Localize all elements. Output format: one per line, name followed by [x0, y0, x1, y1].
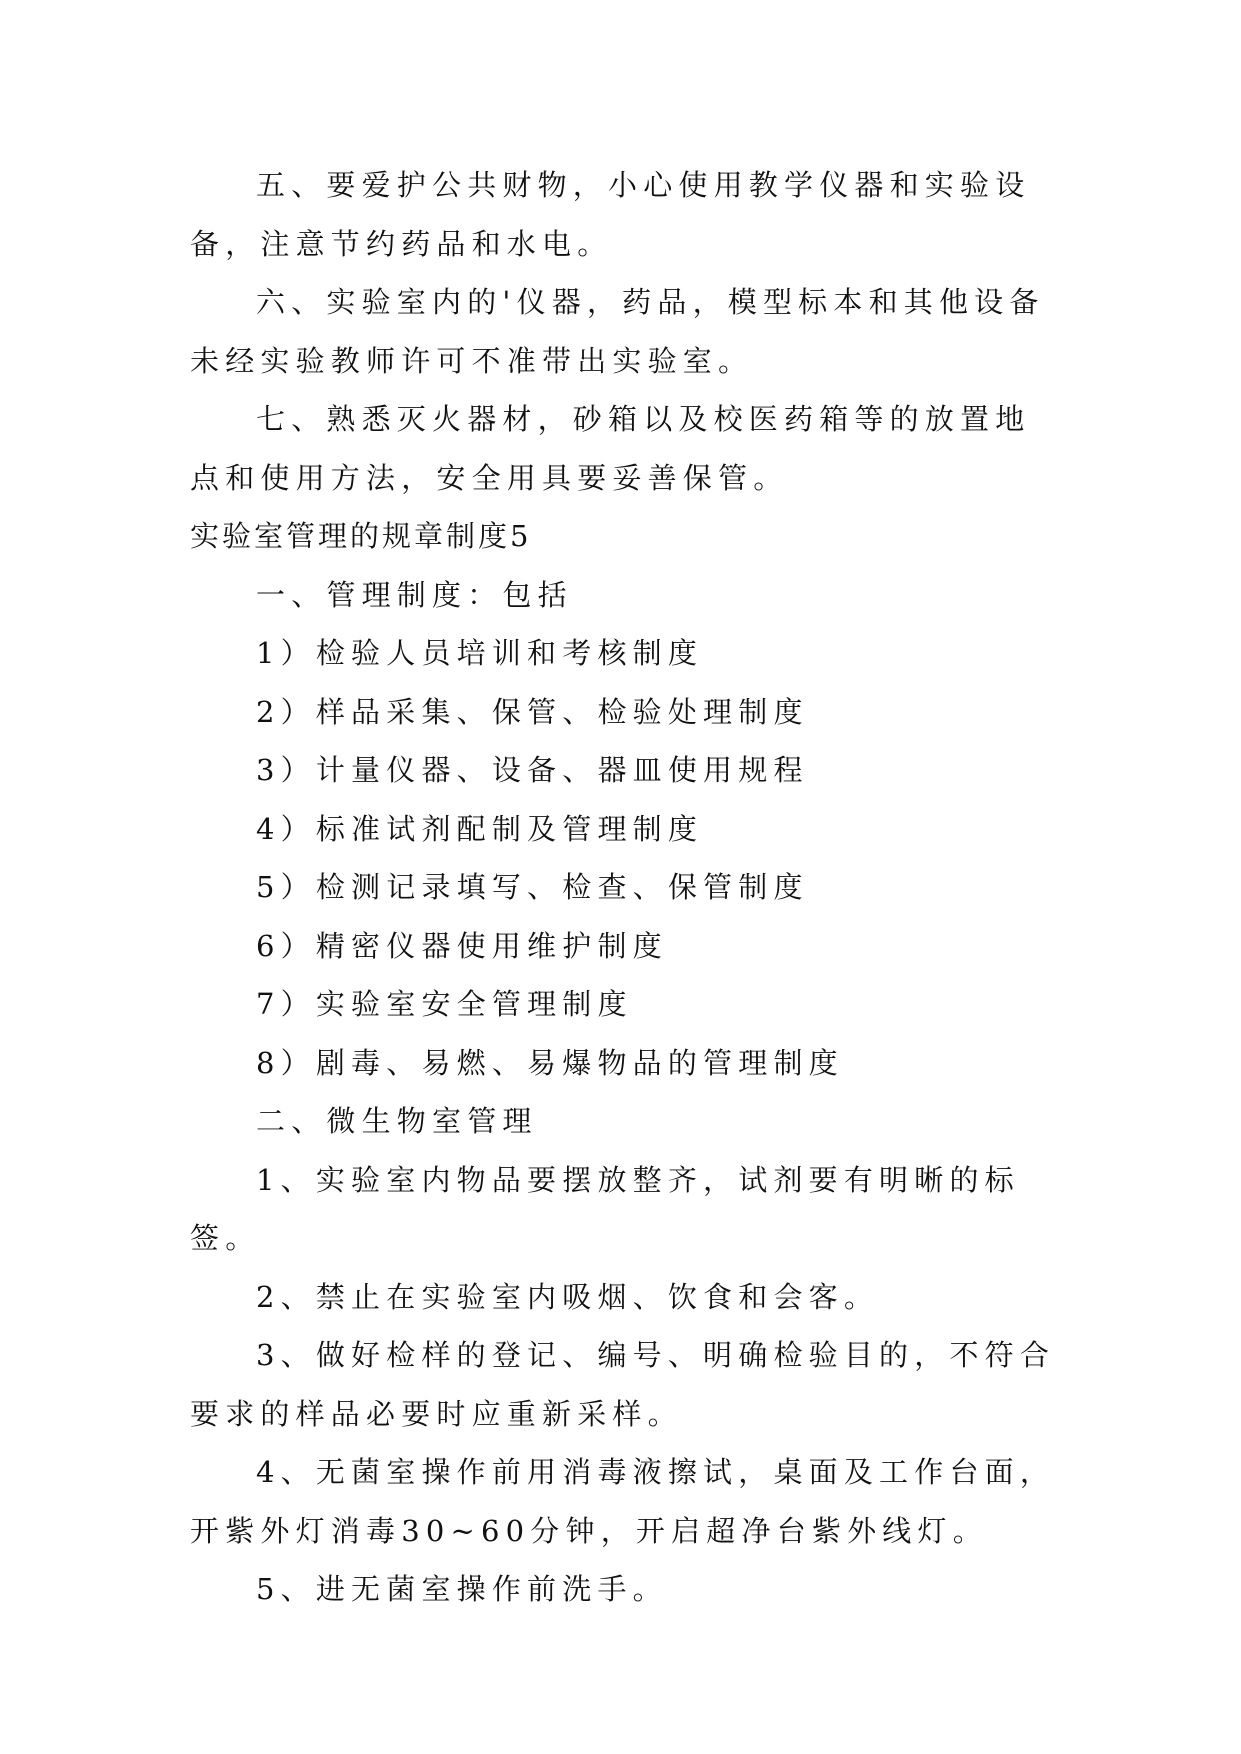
subheading-microbiology-room: 二、微生物室管理: [256, 1104, 538, 1138]
list-item-3: 3）计量仪器、设备、器皿使用规程: [256, 753, 809, 787]
list-item-5: 5）检测记录填写、检查、保管制度: [256, 870, 809, 904]
list-item-6: 6）精密仪器使用维护制度: [256, 928, 668, 963]
list-item-2: 2）样品采集、保管、检验处理制度: [256, 694, 809, 729]
rule-item-3: 3、做好检样的登记、编号、明确检验目的，不符合要求的样品必要时应重新采样。: [190, 1338, 1056, 1431]
list-item-7: 7）实验室安全管理制度: [256, 987, 633, 1021]
rule-item-2: 2、禁止在实验室内吸烟、饮食和会客。: [256, 1279, 880, 1314]
paragraph-rule-6: 六、实验室内的'仪器，药品，模型标本和其他设备未经实验教师许可不准带出实验室。: [190, 285, 1045, 378]
section-heading: 实验室管理的规章制度5: [190, 519, 532, 553]
list-item-8: 8）剧毒、易燃、易爆物品的管理制度: [256, 1045, 844, 1080]
list-item-1: 1）检验人员培训和考核制度: [256, 636, 704, 670]
list-item-4: 4）标准试剂配制及管理制度: [256, 811, 704, 846]
rule-item-5: 5、进无菌室操作前洗手。: [256, 1572, 668, 1606]
paragraph-rule-7: 七、熟悉灭火器材，砂箱以及校医药箱等的放置地点和使用方法，安全用具要妥善保管。: [190, 402, 1031, 495]
rule-item-4: 4、无菌室操作前用消毒液擦试，桌面及工作台面，开紫外灯消毒30~60分钟，开启超净台紫外线灯。: [190, 1455, 1056, 1548]
rule-item-1: 1、实验室内物品要摆放整齐，试剂要有明晰的标签。: [190, 1162, 1020, 1255]
subheading-management-system: 一、管理制度：包括: [256, 577, 573, 612]
document-body: [190, 156, 1060, 1619]
paragraph-rule-5: 五、要爱护公共财物，小心使用教学仪器和实验设备，注意节约药品和水电。: [190, 168, 1031, 261]
